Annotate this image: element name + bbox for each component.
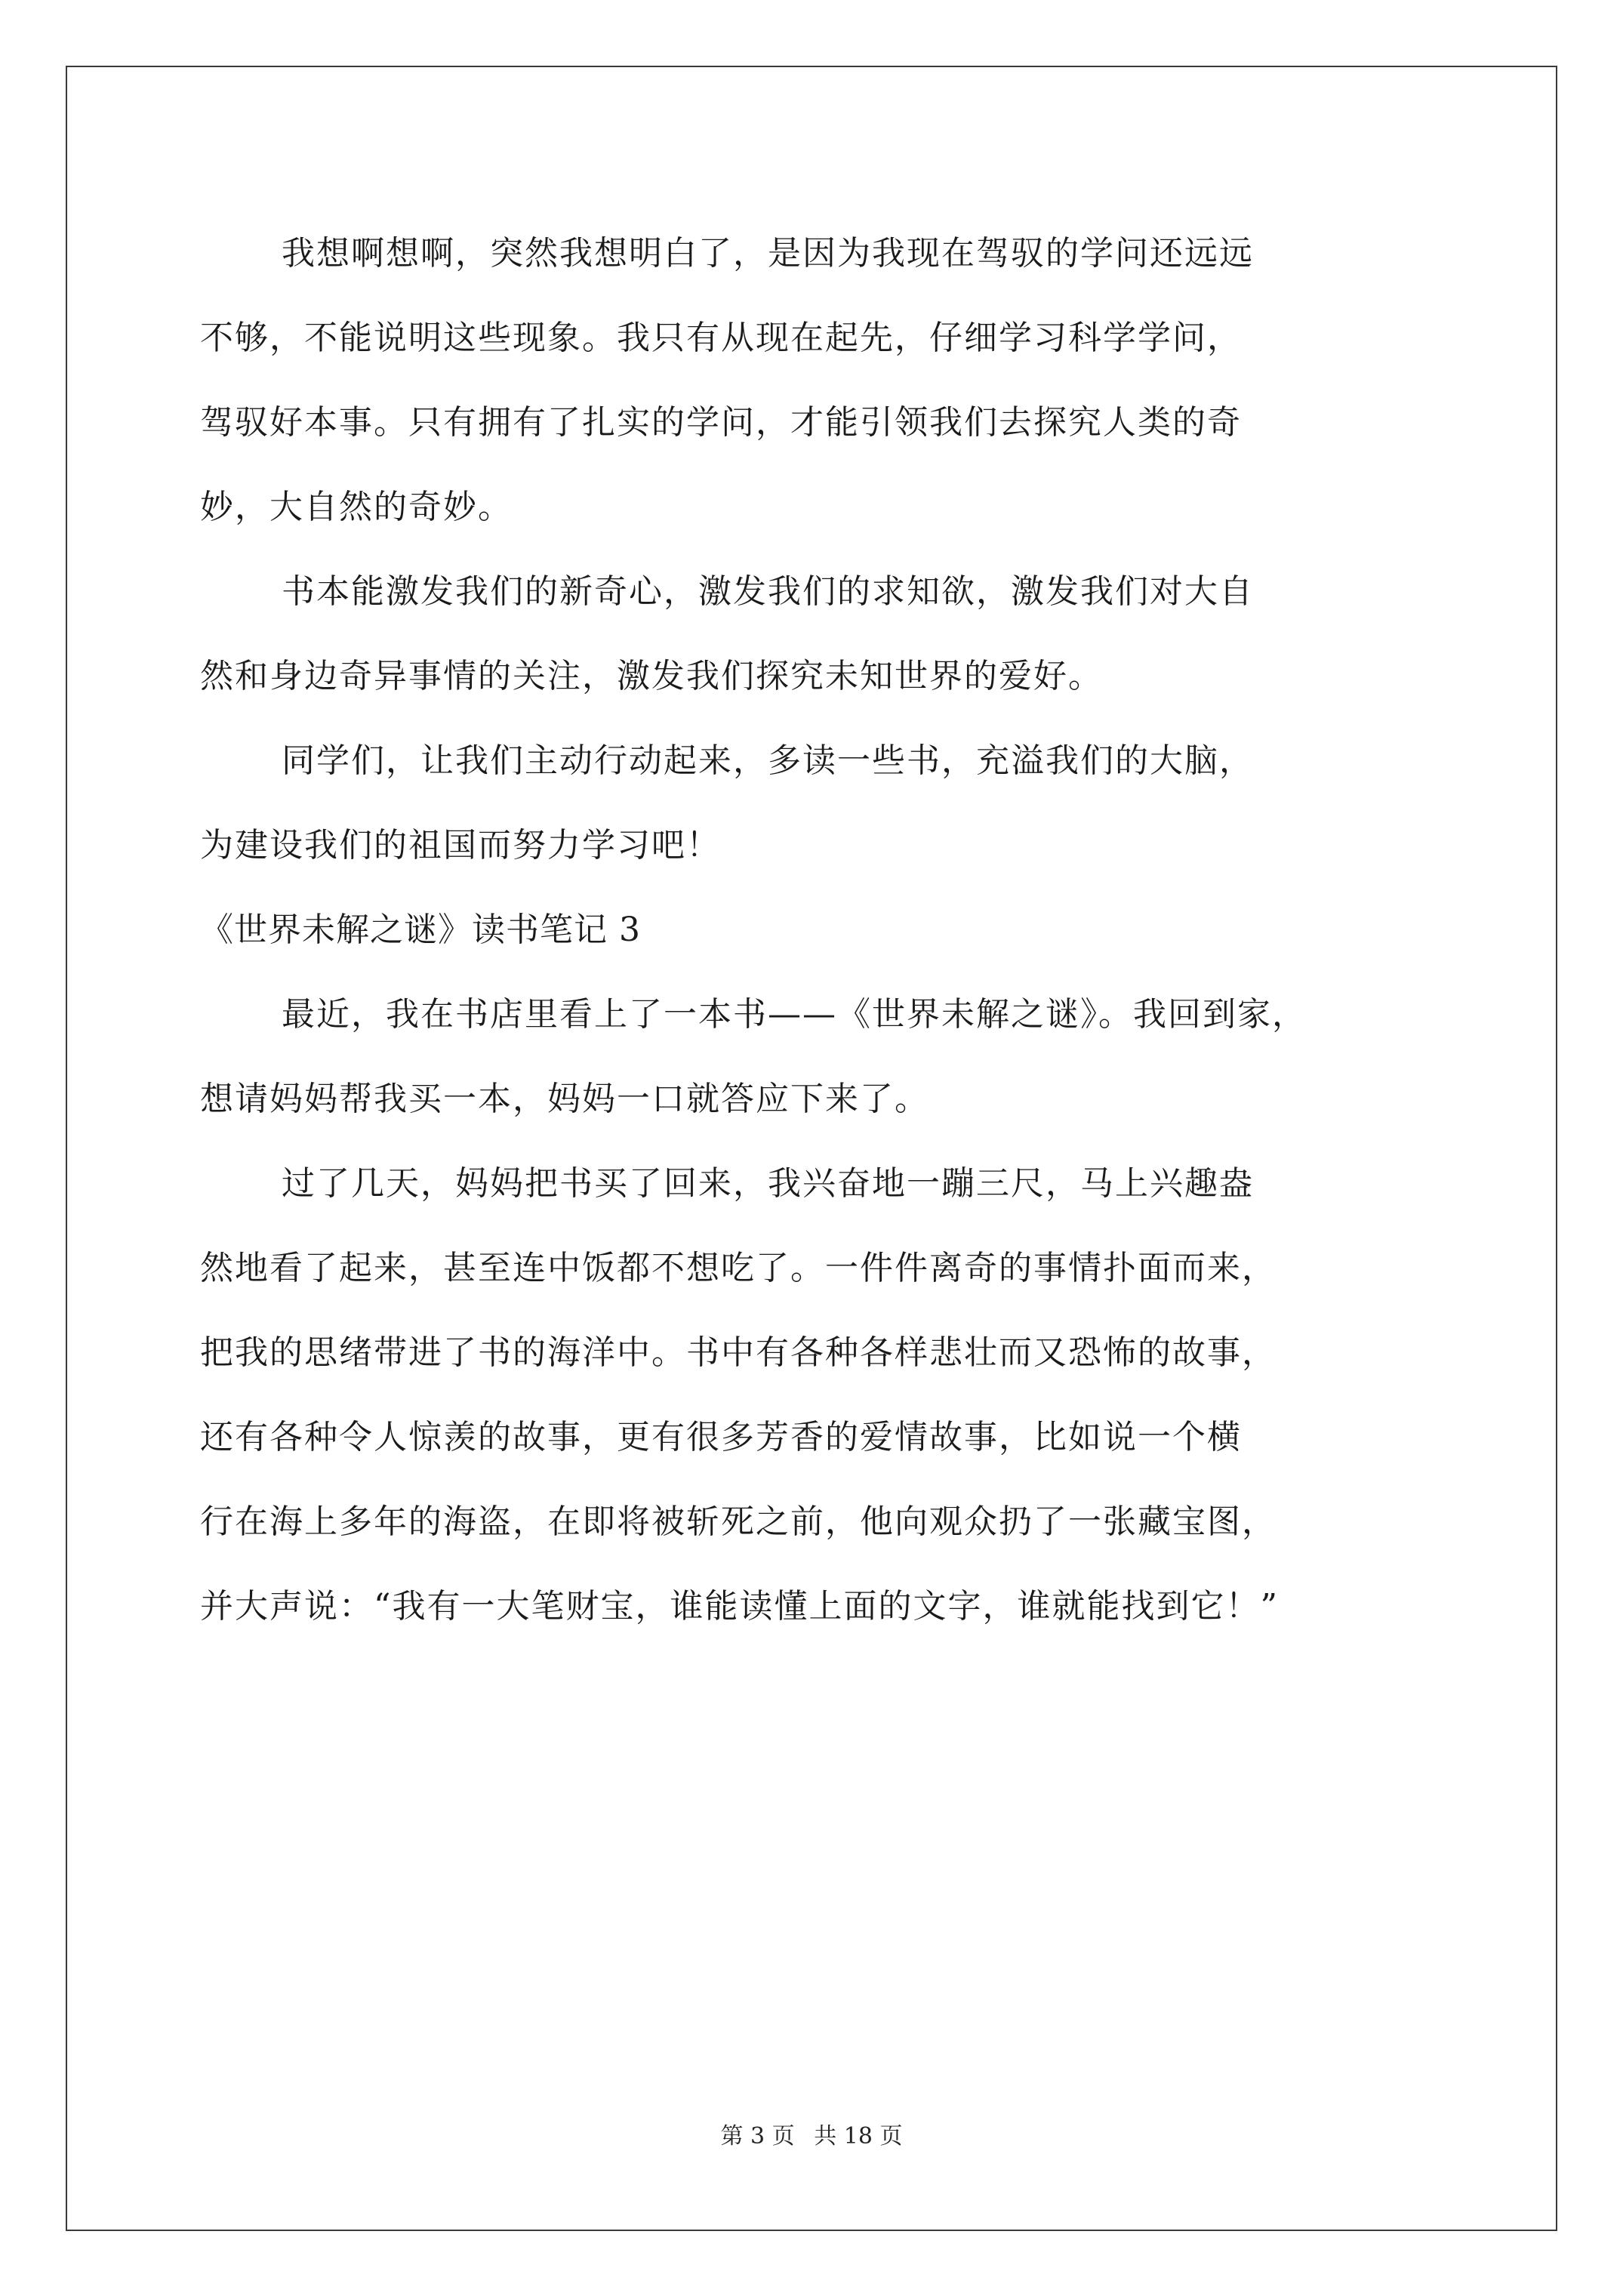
paragraph-line: 行在海上多年的海盗，在即将被斩死之前，他向观众扔了一张藏宝图， <box>200 1502 1277 1541</box>
paragraph-line: 最近，我在书店里看上了一本书——《世界未解之谜》。我回到家， <box>282 995 1307 1034</box>
paragraph-line: 驾驭好本事。只有拥有了扎实的学问，才能引领我们去探究人类的奇 <box>200 403 1242 442</box>
section-heading: 《世界未解之谜》读书笔记 3 <box>200 911 641 949</box>
paragraph-line: 想请妈妈帮我买一本，妈妈一口就答应下来了。 <box>200 1080 929 1118</box>
paragraph-line: 然和身边奇异事情的关注，激发我们探究未知世界的爱好。 <box>200 657 1103 695</box>
paragraph-line: 不够，不能说明这些现象。我只有从现在起先，仔细学习科学学问， <box>200 319 1242 357</box>
page-border <box>66 66 1557 2231</box>
paragraph-line: 同学们，让我们主动行动起来，多读一些书，充溢我们的大脑， <box>282 741 1254 780</box>
paragraph-line: 书本能激发我们的新奇心，激发我们的求知欲，激发我们对大自 <box>282 572 1254 611</box>
paragraph-line: 我想啊想啊，突然我想明白了，是因为我现在驾驭的学问还远远 <box>282 234 1254 273</box>
page-total: 共 18 页 <box>814 2123 903 2150</box>
page-footer <box>0 2122 1623 2152</box>
page-number: 第 3 页 <box>720 2123 795 2150</box>
paragraph-line: 过了几天，妈妈把书买了回来，我兴奋地一蹦三尺，马上兴趣盎 <box>282 1164 1254 1203</box>
paragraph-line: 为建设我们的祖国而努力学习吧！ <box>200 826 721 864</box>
paragraph-line: 然地看了起来，甚至连中饭都不想吃了。一件件离奇的事情扑面而来， <box>200 1249 1277 1287</box>
paragraph-line: 并大声说：“我有一大笔财宝，谁能读懂上面的文字，谁就能找到它！” <box>200 1587 1279 1626</box>
paragraph-line: 妙，大自然的奇妙。 <box>200 488 513 526</box>
paragraph-line: 把我的思绪带进了书的海洋中。书中有各种各样悲壮而又恐怖的故事， <box>200 1333 1277 1372</box>
paragraph-line: 还有各种令人惊羡的故事，更有很多芳香的爱情故事，比如说一个横 <box>200 1418 1242 1456</box>
